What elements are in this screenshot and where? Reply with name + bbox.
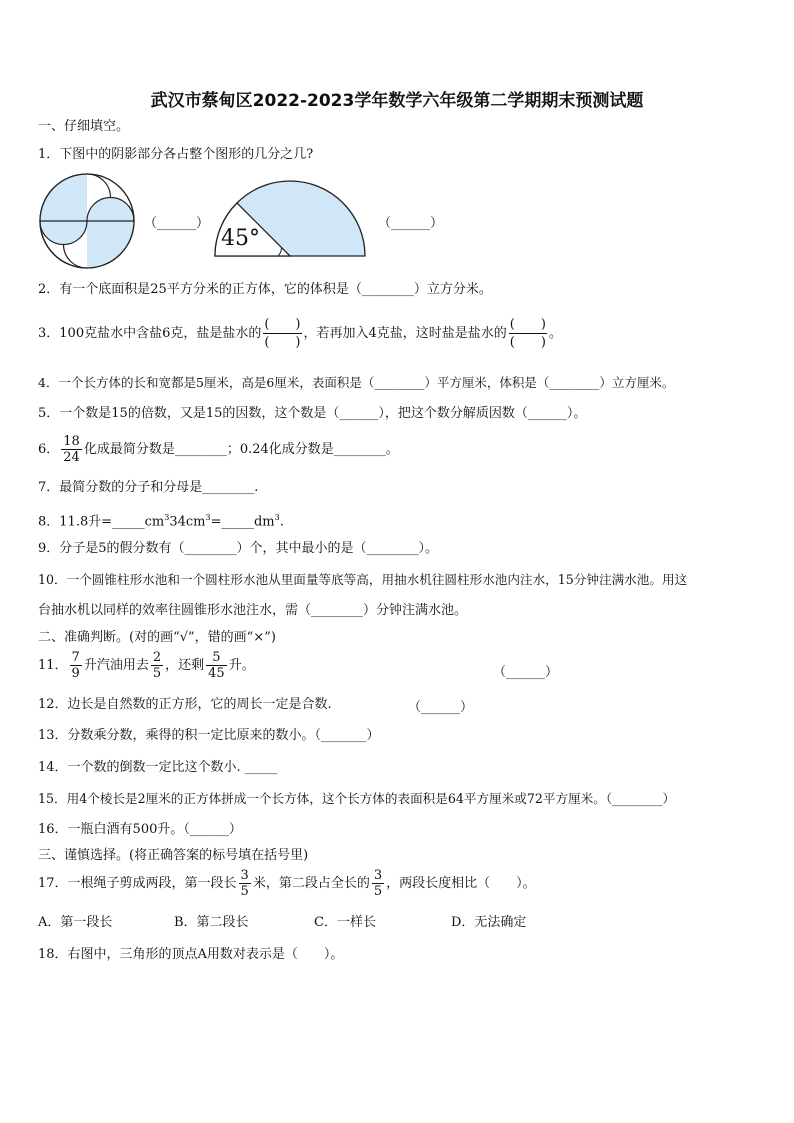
q17-f2-denominator: 5 xyxy=(373,884,383,899)
q11-text-c: ，还剩 xyxy=(165,658,205,673)
q1-blank-b: （______） xyxy=(378,216,444,231)
q8-sup-3: 3 xyxy=(274,513,280,522)
q3-text-b: ，若再加入4克盐，这时盐是盐水的 xyxy=(303,326,507,341)
question-12: 12．边长是自然数的正方形，它的周长一定是合数. xyxy=(38,697,332,712)
q6-text: 化成最简分数是________；0.24化成分数是________。 xyxy=(83,442,399,457)
question-4: 4．一个长方体的长和宽都是5厘米，高是6厘米，表面积是（________）平方厘米，体积是（________）立方厘米。 xyxy=(38,375,675,390)
question-14: 14．一个数的倒数一定比这个数小. _____ xyxy=(38,760,278,775)
question-7: 7．最简分数的分子和分母是________. xyxy=(38,480,259,495)
q8-text-d: . xyxy=(279,514,284,530)
q8-sup-2: 3 xyxy=(205,513,211,522)
q11-blank: （______） xyxy=(493,665,559,680)
q17-option-c: C．一样长 xyxy=(314,915,376,930)
q3-text-a: 3．100克盐水中含盐6克，盐是盐水的 xyxy=(38,326,262,341)
q3-fraction-blank-1 xyxy=(263,316,301,351)
q3-paren-top-2: ( ) xyxy=(509,317,546,332)
q11-fraction-1 xyxy=(70,650,82,681)
question-10-line-2: 台抽水机以同样的效率往圆锥形水池注水，需（________）分钟注满水池。 xyxy=(38,603,468,618)
question-3 xyxy=(38,316,562,351)
q17-option-b: B．第二段长 xyxy=(174,915,249,930)
q6-number: 6． xyxy=(38,442,60,457)
question-9: 9．分子是5的假分数有（________）个，其中最小的是（________）。 xyxy=(38,541,439,556)
q17-fraction-2 xyxy=(372,868,384,899)
q8-text-b: 34cm xyxy=(169,514,206,530)
q11-f3-denominator: 45 xyxy=(208,666,225,681)
q17-text-a: 17．一根绳子剪成两段，第一段长 xyxy=(38,876,237,891)
q11-number: 11． xyxy=(38,658,68,673)
section-1-heading: 一、仔细填空。 xyxy=(38,119,130,134)
circle-figure xyxy=(38,172,136,270)
q12-blank: （______） xyxy=(408,700,474,715)
q11-f1-numerator: 7 xyxy=(71,650,80,665)
q6-fraction xyxy=(61,434,82,465)
angle-label: 45° xyxy=(221,226,260,251)
question-5: 5．一个数是15的倍数，又是15的因数，这个数是（______），把这个数分解质因数（______）。 xyxy=(38,406,587,421)
q11-fraction-3 xyxy=(206,650,227,681)
question-2: 2．有一个底面积是25平方分米的正方体，它的体积是（________）立方分米。 xyxy=(38,282,492,297)
q11-f3-numerator: 5 xyxy=(206,650,227,666)
q17-text-c: ，两段长度相比（ ）。 xyxy=(386,876,536,891)
q1-blank-a: （______） xyxy=(144,216,210,231)
section-3-heading: 三、谨慎选择。(将正确答案的标号填在括号里) xyxy=(38,848,309,863)
q11-fraction-2 xyxy=(151,650,163,681)
q11-f2-numerator: 2 xyxy=(152,650,162,665)
question-10-line-1: 10．一个圆锥柱形水池和一个圆柱形水池从里面量等底等高，用抽水机往圆柱形水池内注水，15分钟注满水池。用这 xyxy=(38,572,688,587)
q3-paren-top-1: ( ) xyxy=(264,317,301,332)
question-16: 16．一瓶白酒有500升。（______） xyxy=(38,822,242,837)
question-18: 18．右图中，三角形的顶点A用数对表示是（ ）。 xyxy=(38,947,344,962)
q3-paren-bottom-1: ( ) xyxy=(264,335,301,350)
q6-numerator: 18 xyxy=(63,434,80,449)
q17-f1-denominator: 5 xyxy=(240,884,249,899)
question-11 xyxy=(38,650,255,681)
question-6 xyxy=(38,434,399,465)
q3-text-c: 。 xyxy=(548,326,562,341)
q11-text-d: 升。 xyxy=(228,658,255,673)
q3-fraction-blank-2 xyxy=(509,316,547,351)
q17-text-b: 米，第二段占全长的 xyxy=(252,876,370,891)
q11-f1-denominator: 9 xyxy=(71,666,80,681)
q3-paren-bottom-2: ( ) xyxy=(509,335,546,350)
question-13: 13．分数乘分数，乘得的积一定比原来的数小。（_______） xyxy=(38,728,380,743)
q11-text-b: 升汽油用去 xyxy=(83,658,149,673)
q17-f2-numerator: 3 xyxy=(373,868,383,883)
q17-option-d: D．无法确定 xyxy=(451,915,527,930)
q6-denominator: 24 xyxy=(63,450,80,465)
question-1: 1．下图中的阴影部分各占整个图形的几分之几? xyxy=(38,147,314,162)
q8-sup-1: 3 xyxy=(164,513,170,522)
q8-text-a: 8．11.8升=_____cm xyxy=(38,514,165,530)
q17-f1-numerator: 3 xyxy=(240,868,249,883)
q17-option-a: A．第一段长 xyxy=(38,915,113,930)
q11-f2-denominator: 5 xyxy=(152,666,162,681)
question-15: 15．用4个棱长是2厘米的正方体拼成一个长方体，这个长方体的表面积是64平方厘米或72平方厘米。（________） xyxy=(38,791,676,806)
page-title: 武汉市蔡甸区2022-2023学年数学六年级第二学期期末预测试题 xyxy=(150,91,644,111)
q17-fraction-1 xyxy=(239,868,251,899)
q8-text-c: =_____dm xyxy=(210,514,275,530)
section-2-heading: 二、准确判断。(对的画“√”，错的画“×”) xyxy=(38,630,276,645)
question-17 xyxy=(38,868,536,899)
question-8 xyxy=(38,509,284,531)
